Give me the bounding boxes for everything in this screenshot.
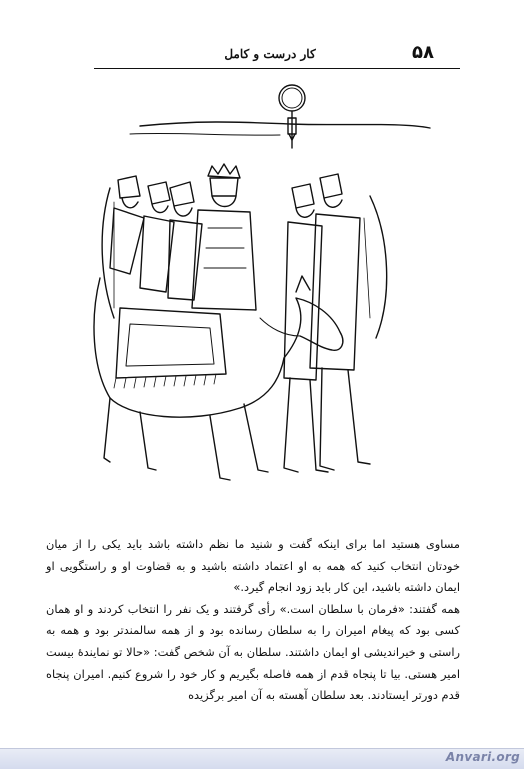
horse (94, 276, 343, 480)
paragraph: همه گفتند: «فرمان با سلطان است.» رأی گرفتند و یک نفر را انتخاب کردند و او همان کسی بود که پیغام امیران را به سلطان رسانده بود و از همه سالمندتر بود و همه به راستی و خیراندیشی او ایمان داشتند. سلطان به آن شخص گفت: «حالا تو نمایندهٔ بیست امیر هستی. بیا تا پنجاه قدم از همه فاصله بگیریم و کار خود را شروع کنیم. امیران پنجاه قدم دورتر ایستادند. بعد سلطان آهسته به آن امیر برگزیده (46, 601, 460, 703)
body-text (46, 534, 460, 707)
running-title: کار درست و کامل (224, 47, 316, 61)
saddle-blanket (116, 308, 226, 378)
header-rule (94, 68, 460, 69)
crowned-figure (208, 164, 240, 178)
horizon-hills (140, 122, 430, 128)
paragraph: مساوی هستید اما برای اینکه گفت و شنید ما نظم داشته باشد باید یکی را از میان خودتان انتخاب کنید که همه به او اعتماد داشته باشید و به قضاوت او و راستگویی او ایمان داشته باشید، این کار باید زود انجام گیرد.» (46, 537, 460, 595)
page-number: ۵۸ (412, 42, 434, 63)
standard-emblem (279, 85, 305, 148)
figure-group-left (102, 164, 256, 318)
footer-bar (0, 748, 524, 769)
watermark: Anvari.org (445, 750, 520, 764)
illustration (70, 78, 470, 508)
